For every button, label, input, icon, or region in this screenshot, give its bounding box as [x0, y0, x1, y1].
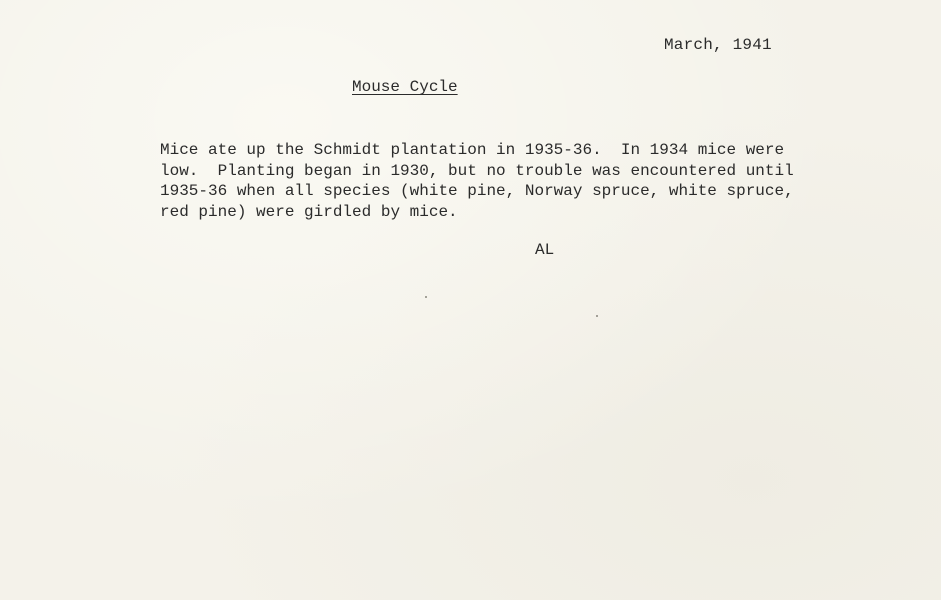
- body-line: Mice ate up the Schmidt plantation in 1935-36. In 1934 mice were: [160, 141, 785, 159]
- paper-speck: [596, 315, 598, 317]
- body-line: low. Planting began in 1930, but no trouble was encountered until: [160, 161, 794, 180]
- document-title: Mouse Cycle: [352, 78, 458, 96]
- body-line: red pine) were girdled by mice.: [160, 202, 458, 221]
- paper-speck: [425, 296, 427, 298]
- document-date: March, 1941: [664, 36, 772, 54]
- body-line: 1935-36 when all species (white pine, Norway spruce, white spruce,: [160, 182, 794, 200]
- author-initials: AL: [535, 241, 555, 259]
- document-body: [160, 140, 860, 222]
